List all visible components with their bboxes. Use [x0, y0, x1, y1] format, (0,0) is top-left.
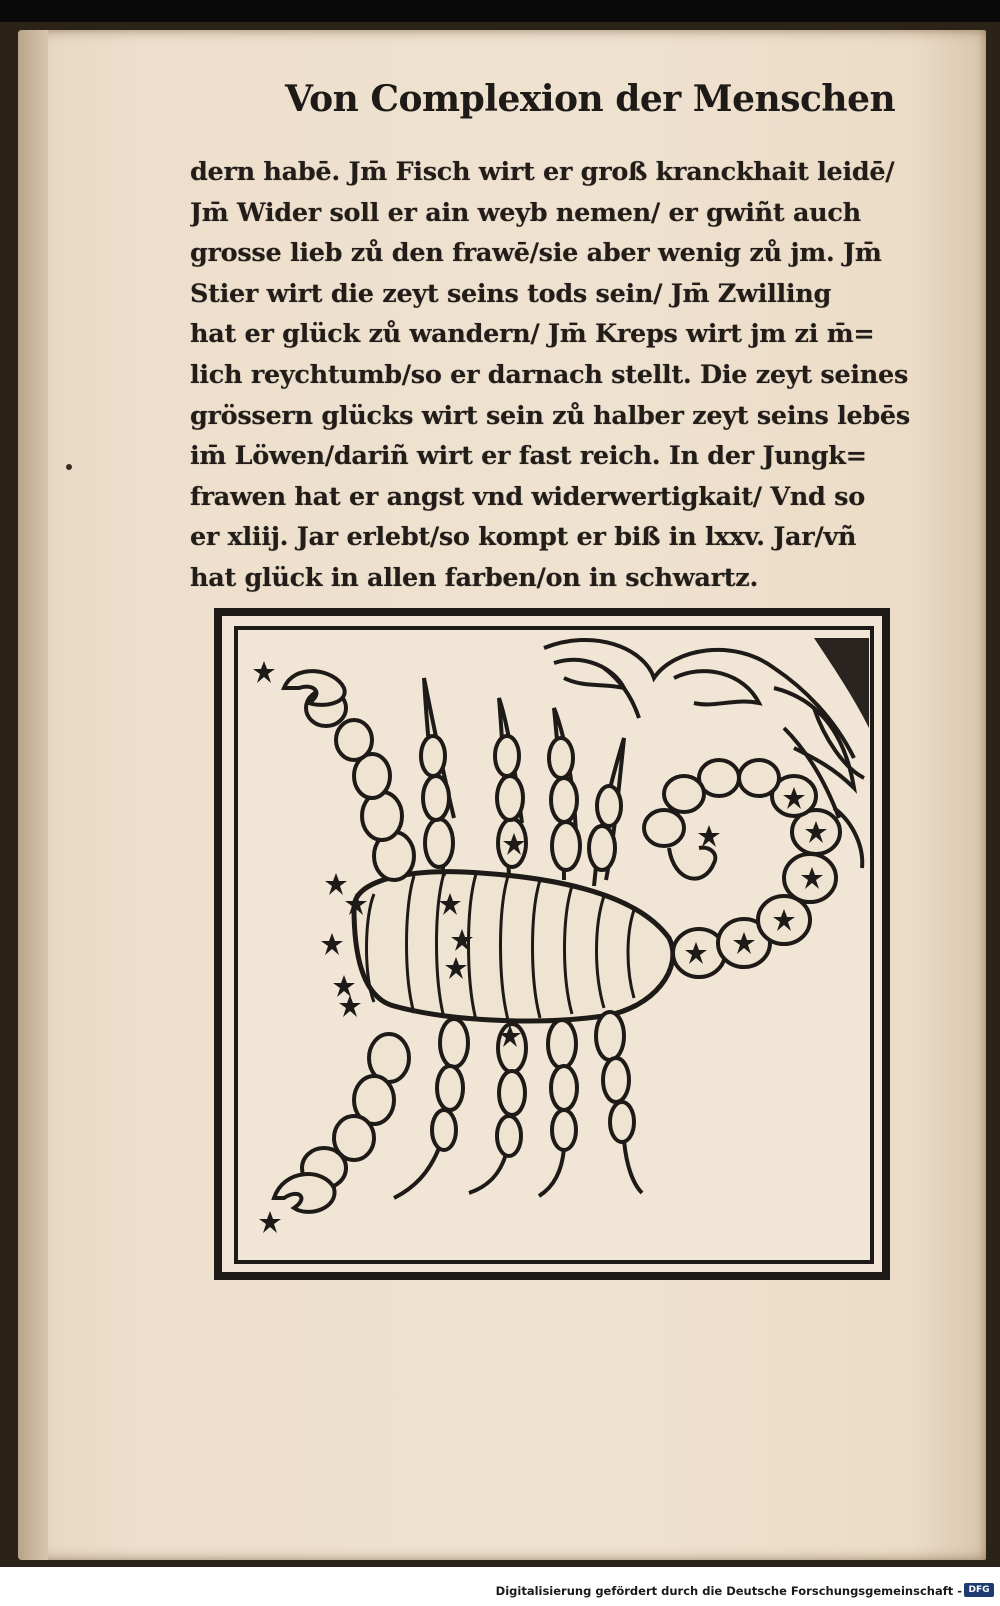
text-line: Jm̄ Wider soll er ain weyb nemen/ er gwiñt auch — [190, 197, 861, 228]
body-text — [190, 152, 950, 599]
funding-credit: Digitalisierung gefördert durch die Deutsche Forschungsgemeinschaft - — [495, 1584, 962, 1598]
running-head: Von Complexion der Menschen — [285, 78, 896, 120]
text-line: grosse lieb zů den frawē/sie aber wenig zů jm. Jm̄ — [190, 238, 882, 269]
text-line: Stier wirt die zeyt seins tods sein/ Jm̄ Zwilling — [190, 278, 832, 309]
text-line: dern habē. Jm̄ Fisch wirt er groß kranckhait leidē/ — [190, 157, 895, 187]
page-gutter — [18, 30, 48, 1560]
text-line: lich reychtumb/so er darnach stellt. Die zeyt seines — [190, 359, 909, 390]
ink-speck — [66, 464, 72, 470]
dfg-logo: DFG — [964, 1583, 994, 1597]
text-line: im̄ Löwen/dariñ wirt er fast reich. In der Jungk= — [190, 441, 867, 472]
text-line: frawen hat er angst vnd widerwertigkait/ Vnd so — [190, 481, 865, 512]
scorpion-woodcut — [214, 608, 890, 1284]
text-line: hat er glück zů wandern/ Jm̄ Kreps wirt jm zi m̄= — [190, 319, 875, 350]
text-line: hat glück in allen farben/on in schwartz. — [190, 562, 759, 593]
text-line: grössern glücks wirt sein zů halber zeyt seins lebēs — [190, 400, 910, 431]
text-line: er xliij. Jar erlebt/so kompt er biß in lxxv. Jar/vñ — [190, 522, 857, 553]
